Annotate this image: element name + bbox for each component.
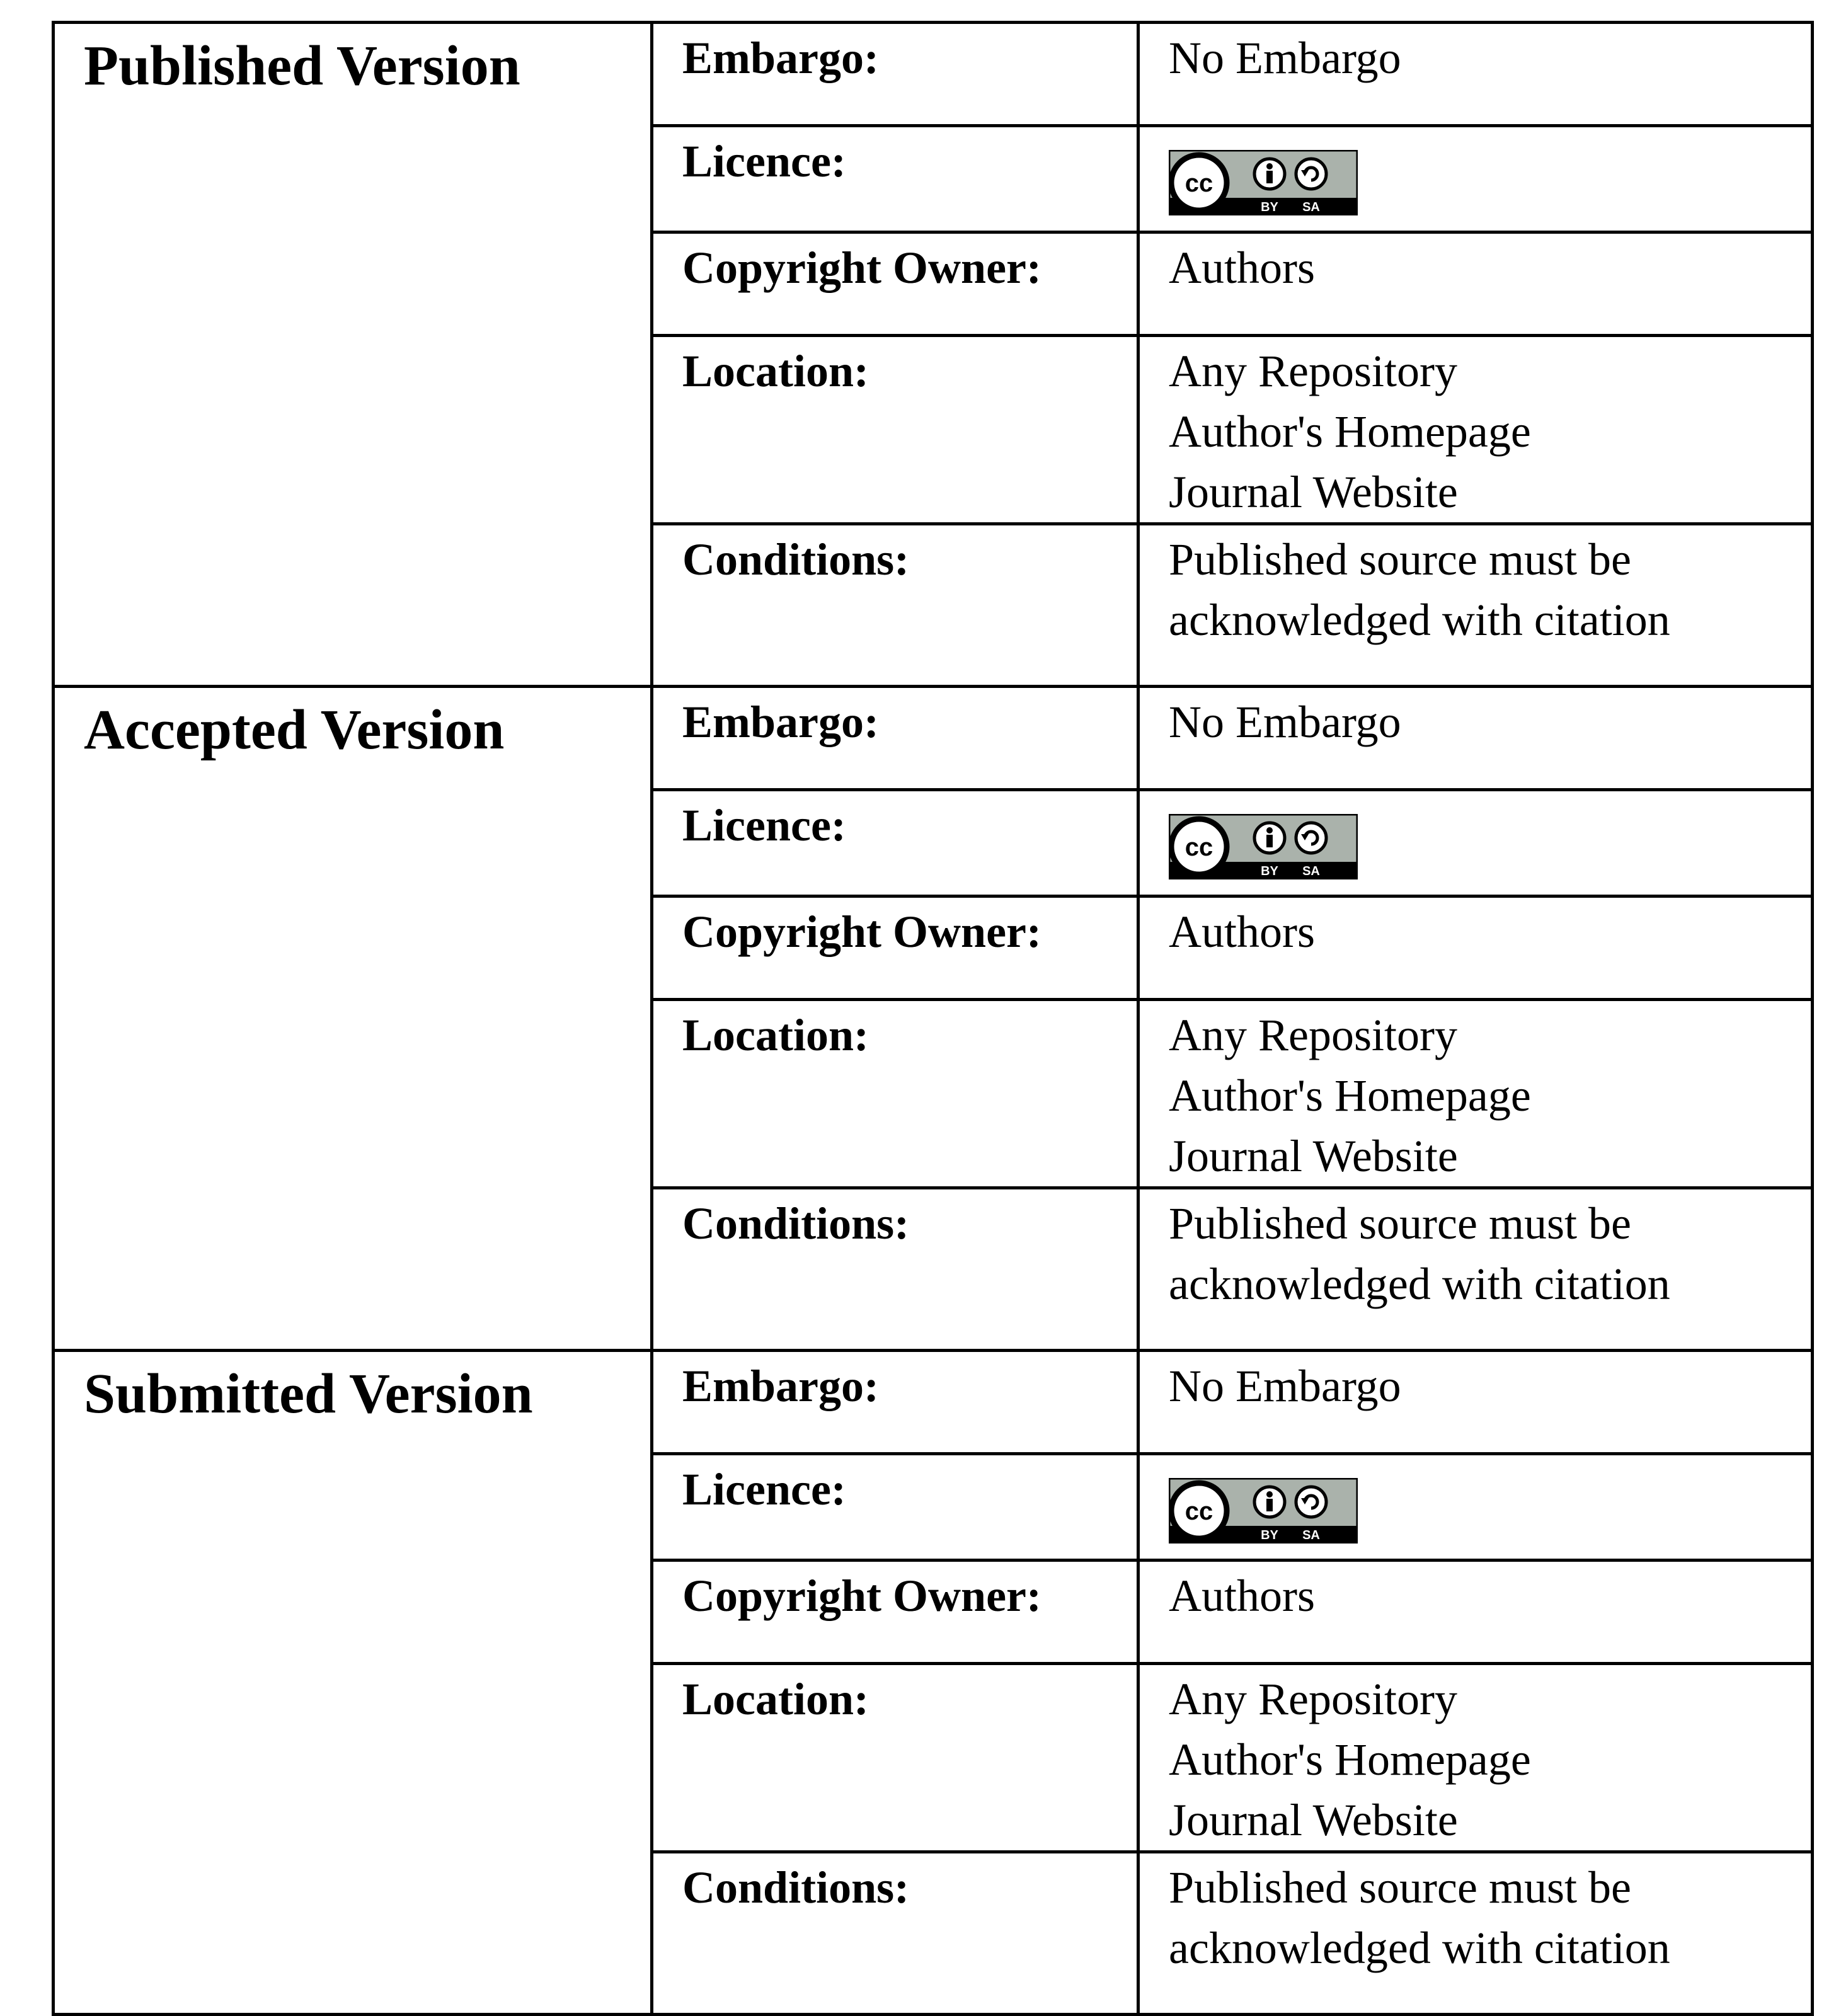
conditions-label: Conditions: <box>682 534 910 585</box>
location-value <box>1140 1665 1811 1850</box>
location-line: Journal Website <box>1169 1131 1458 1181</box>
by-person-head <box>1266 827 1273 833</box>
badge-by-text: BY <box>1261 864 1278 878</box>
conditions-line: acknowledged with citation <box>1169 595 1670 645</box>
licence-value <box>1140 1455 1811 1559</box>
location-line: Author's Homepage <box>1169 406 1531 457</box>
conditions-line: Published source must be <box>1169 1198 1631 1249</box>
version-cell <box>54 1351 652 2015</box>
policy-table <box>52 21 1814 2016</box>
sa-circle <box>1296 823 1326 853</box>
location-line: Journal Website <box>1169 1795 1458 1845</box>
embargo-value: No Embargo <box>1169 697 1401 747</box>
version-cell <box>54 687 652 1351</box>
cc-glyph-text: cc <box>1184 833 1213 861</box>
location-value <box>1140 337 1811 522</box>
cc-by-sa-icon[interactable] <box>1169 814 1358 879</box>
conditions-line: Published source must be <box>1169 1862 1631 1913</box>
version-cell <box>54 23 652 687</box>
published-embargo-row <box>54 23 1813 126</box>
by-person-head <box>1266 163 1273 169</box>
conditions-line: acknowledged with citation <box>1169 1923 1670 1973</box>
location-line: Author's Homepage <box>1169 1734 1531 1785</box>
owner-value: Authors <box>1169 907 1315 957</box>
badge-by-text: BY <box>1261 200 1278 214</box>
accepted-embargo-row <box>54 687 1813 790</box>
licence-label: Licence: <box>682 1464 846 1515</box>
badge-sa-text: SA <box>1302 864 1320 878</box>
owner-label: Copyright Owner: <box>682 907 1041 957</box>
licence-label: Licence: <box>682 800 846 850</box>
conditions-value <box>1140 1189 1811 1314</box>
cc-glyph-text: cc <box>1184 169 1213 197</box>
licence-label: Licence: <box>682 136 846 186</box>
embargo-label: Embargo: <box>682 1361 879 1411</box>
badge-by-text: BY <box>1261 1528 1278 1542</box>
conditions-value <box>1140 525 1811 650</box>
location-label: Location: <box>682 1010 869 1060</box>
owner-label: Copyright Owner: <box>682 1571 1041 1621</box>
location-line: Any Repository <box>1169 1674 1457 1724</box>
conditions-value <box>1140 1853 1811 1978</box>
sa-circle <box>1296 159 1326 189</box>
version-title: Submitted Version <box>84 1363 533 1425</box>
embargo-value: No Embargo <box>1169 1361 1401 1411</box>
location-label: Location: <box>682 346 869 396</box>
sa-circle <box>1296 1487 1326 1517</box>
embargo-label: Embargo: <box>682 697 879 747</box>
conditions-label: Conditions: <box>682 1862 910 1913</box>
cc-by-sa-icon[interactable] <box>1169 1478 1358 1544</box>
licence-value <box>1140 127 1811 231</box>
licence-value <box>1140 791 1811 895</box>
owner-label: Copyright Owner: <box>682 243 1041 293</box>
badge-sa-text: SA <box>1302 1528 1320 1542</box>
conditions-label: Conditions: <box>682 1198 910 1249</box>
embargo-label: Embargo: <box>682 33 879 83</box>
location-line: Any Repository <box>1169 346 1457 396</box>
owner-value: Authors <box>1169 243 1315 293</box>
policy-table-body <box>54 23 1813 2015</box>
version-title: Published Version <box>84 35 520 97</box>
by-person-head <box>1266 1491 1273 1498</box>
owner-value: Authors <box>1169 1571 1315 1621</box>
badge-sa-text: SA <box>1302 200 1320 214</box>
location-line: Author's Homepage <box>1169 1070 1531 1121</box>
conditions-line: acknowledged with citation <box>1169 1259 1670 1309</box>
cc-by-sa-icon[interactable] <box>1169 150 1358 215</box>
location-line: Any Repository <box>1169 1010 1457 1060</box>
cc-glyph-text: cc <box>1184 1498 1213 1525</box>
by-person-body <box>1266 1499 1273 1511</box>
by-person-body <box>1266 171 1273 183</box>
location-label: Location: <box>682 1674 869 1724</box>
version-title: Accepted Version <box>84 699 505 761</box>
location-value <box>1140 1001 1811 1186</box>
conditions-line: Published source must be <box>1169 534 1631 585</box>
embargo-value: No Embargo <box>1169 33 1401 83</box>
by-person-body <box>1266 835 1273 847</box>
location-line: Journal Website <box>1169 467 1458 517</box>
submitted-embargo-row <box>54 1351 1813 1454</box>
